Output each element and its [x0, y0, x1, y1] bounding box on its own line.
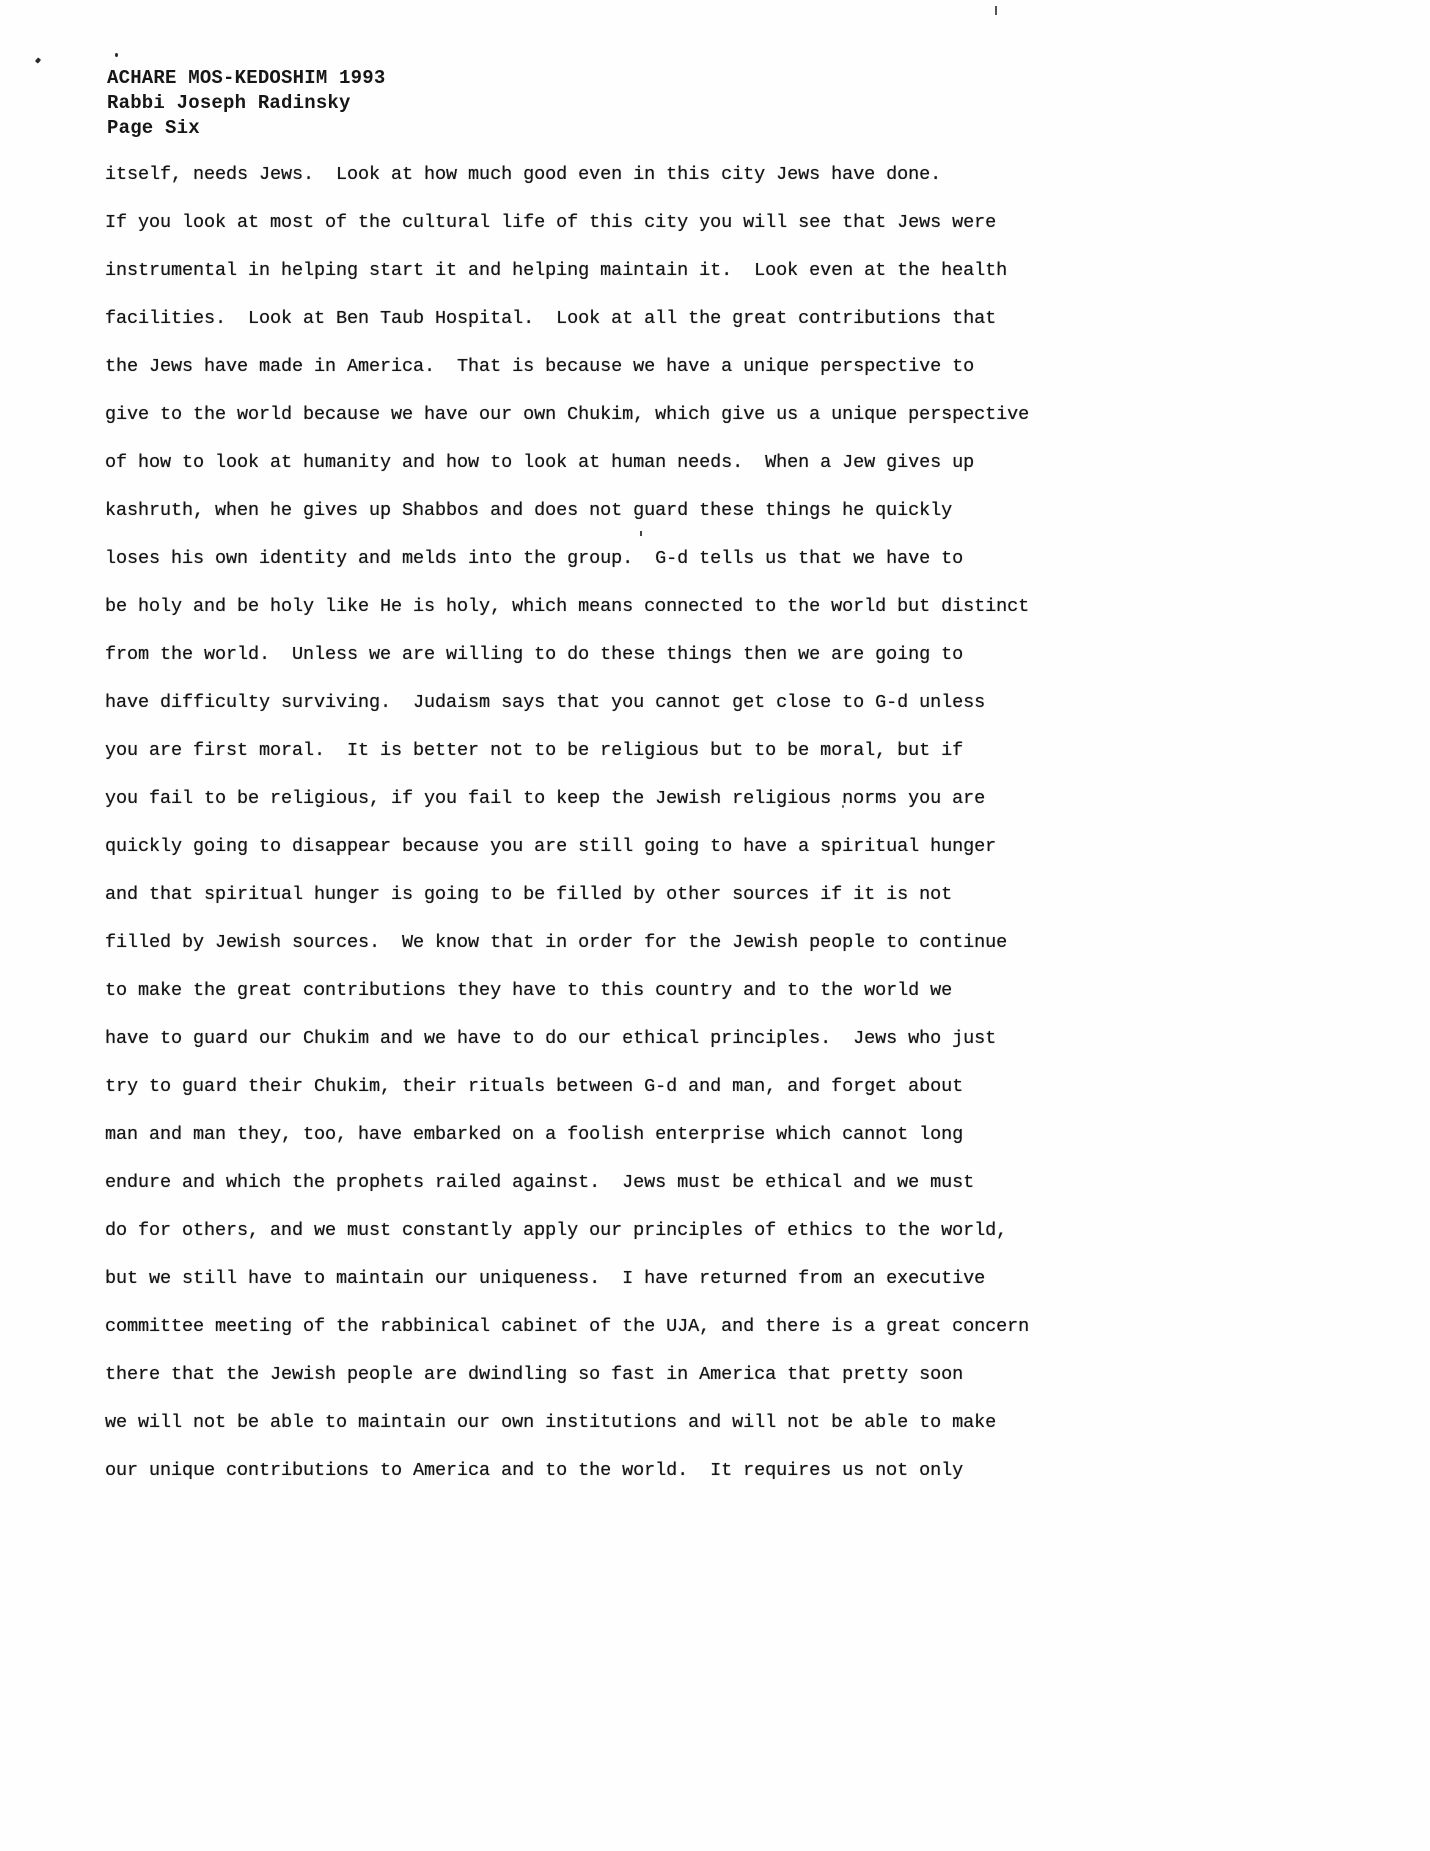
text-line: endure and which the prophets railed against. Jews must be ethical and we must	[105, 1172, 975, 1193]
header-title: ACHARE MOS-KEDOSHIM 1993	[107, 67, 386, 89]
text-line: man and man they, too, have embarked on a foolish enterprise which cannot long	[105, 1124, 964, 1145]
document-body	[105, 151, 1365, 1495]
header-author: Rabbi Joseph Radinsky	[107, 92, 351, 114]
text-line: of how to look at humanity and how to look at human needs. When a Jew gives up	[105, 452, 975, 473]
text-line: kashruth, when he gives up Shabbos and does not guard these things he quickly	[105, 500, 953, 521]
text-line: facilities. Look at Ben Taub Hospital. Look at all the great contributions that	[105, 308, 997, 329]
text-line: be holy and be holy like He is holy, which means connected to the world but distinct	[105, 596, 1030, 617]
text-line: do for others, and we must constantly apply our principles of ethics to the world,	[105, 1220, 1008, 1241]
text-line: loses his own identity and melds into the group. G-d tells us that we have to	[105, 548, 964, 569]
text-line: but we still have to maintain our uniqueness. I have returned from an executive	[105, 1268, 986, 1289]
text-line: committee meeting of the rabbinical cabinet of the UJA, and there is a great concern	[105, 1316, 1030, 1337]
document-header	[107, 66, 385, 141]
text-line: from the world. Unless we are willing to do these things then we are going to	[105, 644, 964, 665]
text-line: instrumental in helping start it and helping maintain it. Look even at the health	[105, 260, 1008, 281]
ink-speck	[115, 53, 118, 57]
text-line: give to the world because we have our own Chukim, which give us a unique perspective	[105, 404, 1030, 425]
text-line: itself, needs Jews. Look at how much good even in this city Jews have done.	[105, 164, 942, 185]
text-line: you are first moral. It is better not to be religious but to be moral, but if	[105, 740, 964, 761]
text-line: filled by Jewish sources. We know that in order for the Jewish people to continue	[105, 932, 1008, 953]
text-line: have to guard our Chukim and we have to do our ethical principles. Jews who just	[105, 1028, 997, 1049]
text-line: quickly going to disappear because you are still going to have a spiritual hunger	[105, 836, 997, 857]
text-line: and that spiritual hunger is going to be filled by other sources if it is not	[105, 884, 953, 905]
text-line: the Jews have made in America. That is because we have a unique perspective to	[105, 356, 975, 377]
text-line: we will not be able to maintain our own institutions and will not be able to make	[105, 1412, 997, 1433]
text-line: you fail to be religious, if you fail to keep the Jewish religious norms you are	[105, 788, 986, 809]
text-line: have difficulty surviving. Judaism says that you cannot get close to G-d unless	[105, 692, 986, 713]
header-page-number: Page Six	[107, 117, 200, 139]
text-line: there that the Jewish people are dwindling so fast in America that pretty soon	[105, 1364, 964, 1385]
text-line: If you look at most of the cultural life of this city you will see that Jews were	[105, 212, 997, 233]
ink-speck	[35, 57, 41, 63]
text-line: to make the great contributions they have to this country and to the world we	[105, 980, 953, 1001]
text-line: try to guard their Chukim, their rituals between G-d and man, and forget about	[105, 1076, 964, 1097]
ink-speck	[995, 6, 997, 15]
text-line: our unique contributions to America and to the world. It requires us not only	[105, 1460, 964, 1481]
